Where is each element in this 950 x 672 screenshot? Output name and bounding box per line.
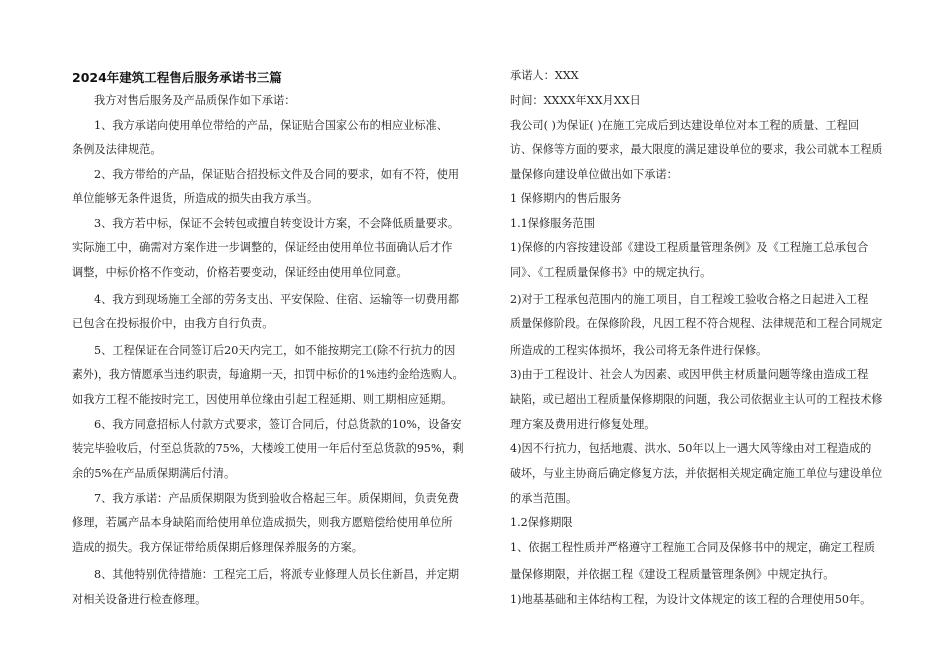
paragraph-line: 2)对于工程承包范围内的施工项目，自工程竣工验收合格之日起进入工程 bbox=[510, 293, 869, 306]
paragraph-line: 破坏，与业主协商后确定修复方法，并依据相关规定确定施工单位与建设单位 bbox=[510, 467, 883, 480]
paragraph-line: 4)因不行抗力，包括地震、洪水、50年以上一遇大风等缘由对工程造成的 bbox=[510, 442, 872, 455]
paragraph-line: 3、我方若中标，保证不会转包或擅自转变设计方案，不会降低质量要求。 bbox=[94, 217, 460, 230]
paragraph-line: 素外)，我方情愿承当违约职责，每逾期一天，扣罚中标价的1%违约金给选购人。 bbox=[72, 368, 464, 381]
paragraph-line: 的承当范围。 bbox=[510, 492, 578, 505]
document-title: 2024年建筑工程售后服务承诺书三篇 bbox=[72, 70, 282, 85]
paragraph-line: 1)地基基础和主体结构工程，为设计文体规定的该工程的合理使用50年。 bbox=[510, 593, 872, 606]
paragraph-line: 访、保修等方面的要求，最大限度的满足建设单位的要求，我公司就本工程质 bbox=[510, 143, 883, 156]
paragraph-line: 4、我方到现场施工全部的劳务支出、平安保险、住宿、运输等一切费用都 bbox=[94, 293, 460, 306]
paragraph-line: 7、我方承诺：产品质保期限为货到验收合格起三年。质保期间，负责免费 bbox=[94, 492, 460, 505]
section-heading: 1 保修期内的售后服务 bbox=[510, 192, 622, 205]
date-line: 时间：XXXX年XX月XX日 bbox=[510, 94, 641, 107]
paragraph-line: 同》、《工程质量保修书》中的规定执行。 bbox=[510, 266, 712, 279]
paragraph-line: 6、我方同意招标人付款方式要求，签订合同后，付总货款的10%，设备安 bbox=[94, 418, 462, 431]
paragraph-line: 量保修期限，并依据工程《建设工程质量管理条例》中规定执行。 bbox=[510, 568, 835, 581]
paragraph-line: 量保修向建设单位做出如下承诺： bbox=[510, 168, 678, 181]
paragraph-line: 余的5%在产品质保期满后付清。 bbox=[72, 467, 236, 480]
signatory-line: 承诺人：XXX bbox=[510, 69, 579, 82]
paragraph-line: 装完毕验收后，付至总货款的75%，大楼竣工使用一年后付至总货款的95%，剩 bbox=[72, 442, 464, 455]
paragraph-line: 如我方工程不能按时完工，因使用单位缘由引起工程延期、则工期相应延期。 bbox=[72, 393, 453, 406]
paragraph-line: 修理，若属产品本身缺陷而给使用单位造成损失，则我方愿赔偿给使用单位所 bbox=[72, 516, 453, 529]
paragraph-line: 实际施工中，确需对方案作进一步调整的，保证经由使用单位书面确认后才作 bbox=[72, 241, 453, 254]
paragraph-line: 理方案及费用进行修复处理。 bbox=[510, 418, 656, 431]
paragraph-line: 5、工程保证在合同签订后20天内完工，如不能按期完工(除不行抗力的因 bbox=[94, 344, 456, 357]
paragraph-line: 所造成的工程实体损坏，我公司将无条件进行保修。 bbox=[510, 344, 768, 357]
paragraph-line: 造成的损失。我方保证带给质保期后修理保养服务的方案。 bbox=[72, 541, 363, 554]
paragraph-line: 我方对售后服务及产品质保作如下承诺： bbox=[94, 94, 296, 107]
subsection-heading: 1.1保修服务范围 bbox=[510, 217, 595, 230]
paragraph-line: 质量保修阶段。在保修阶段，凡因工程不符合规程、法律规范和工程合同规定 bbox=[510, 317, 883, 330]
paragraph-line: 对相关设备进行检查修理。 bbox=[72, 593, 207, 606]
subsection-heading: 1.2保修期限 bbox=[510, 516, 573, 529]
paragraph-line: 缺陷，或已超出工程质量保修期限的问题，我公司依据业主认可的工程技术修 bbox=[510, 393, 883, 406]
paragraph-line: 调整，中标价格不作变动，价格若要变动，保证经由使用单位同意。 bbox=[72, 266, 408, 279]
paragraph-line: 单位能够无条件退货，所造成的损失由我方承当。 bbox=[72, 192, 319, 205]
paragraph-line: 1)保修的内容按建设部《建设工程质量管理条例》及《工程施工总承包合 bbox=[510, 241, 869, 254]
paragraph-line: 3)由于工程设计、社会人为因素、或因甲供主材质量问题等缘由造成工程 bbox=[510, 368, 869, 381]
paragraph-line: 8、其他特别优待措施：工程完工后，将派专业修理人员长住新昌，并定期 bbox=[94, 568, 460, 581]
paragraph-line: 已包含在投标报价中，由我方自行负责。 bbox=[72, 317, 274, 330]
paragraph-line: 条例及法律规范。 bbox=[72, 143, 162, 156]
paragraph-line: 2、我方带给的产品，保证贴合招投标文件及合同的要求，如有不符，使用 bbox=[94, 168, 460, 181]
paragraph-line: 1、我方承诺向使用单位带给的产品，保证贴合国家公布的相应业标准、 bbox=[94, 119, 448, 132]
paragraph-line: 我公司( )为保证( )在施工完成后到达建设单位对本工程的质量、工程回 bbox=[510, 119, 860, 132]
paragraph-line: 1、依据工程性质并严格遵守工程施工合同及保修书中的规定，确定工程质 bbox=[510, 541, 876, 554]
